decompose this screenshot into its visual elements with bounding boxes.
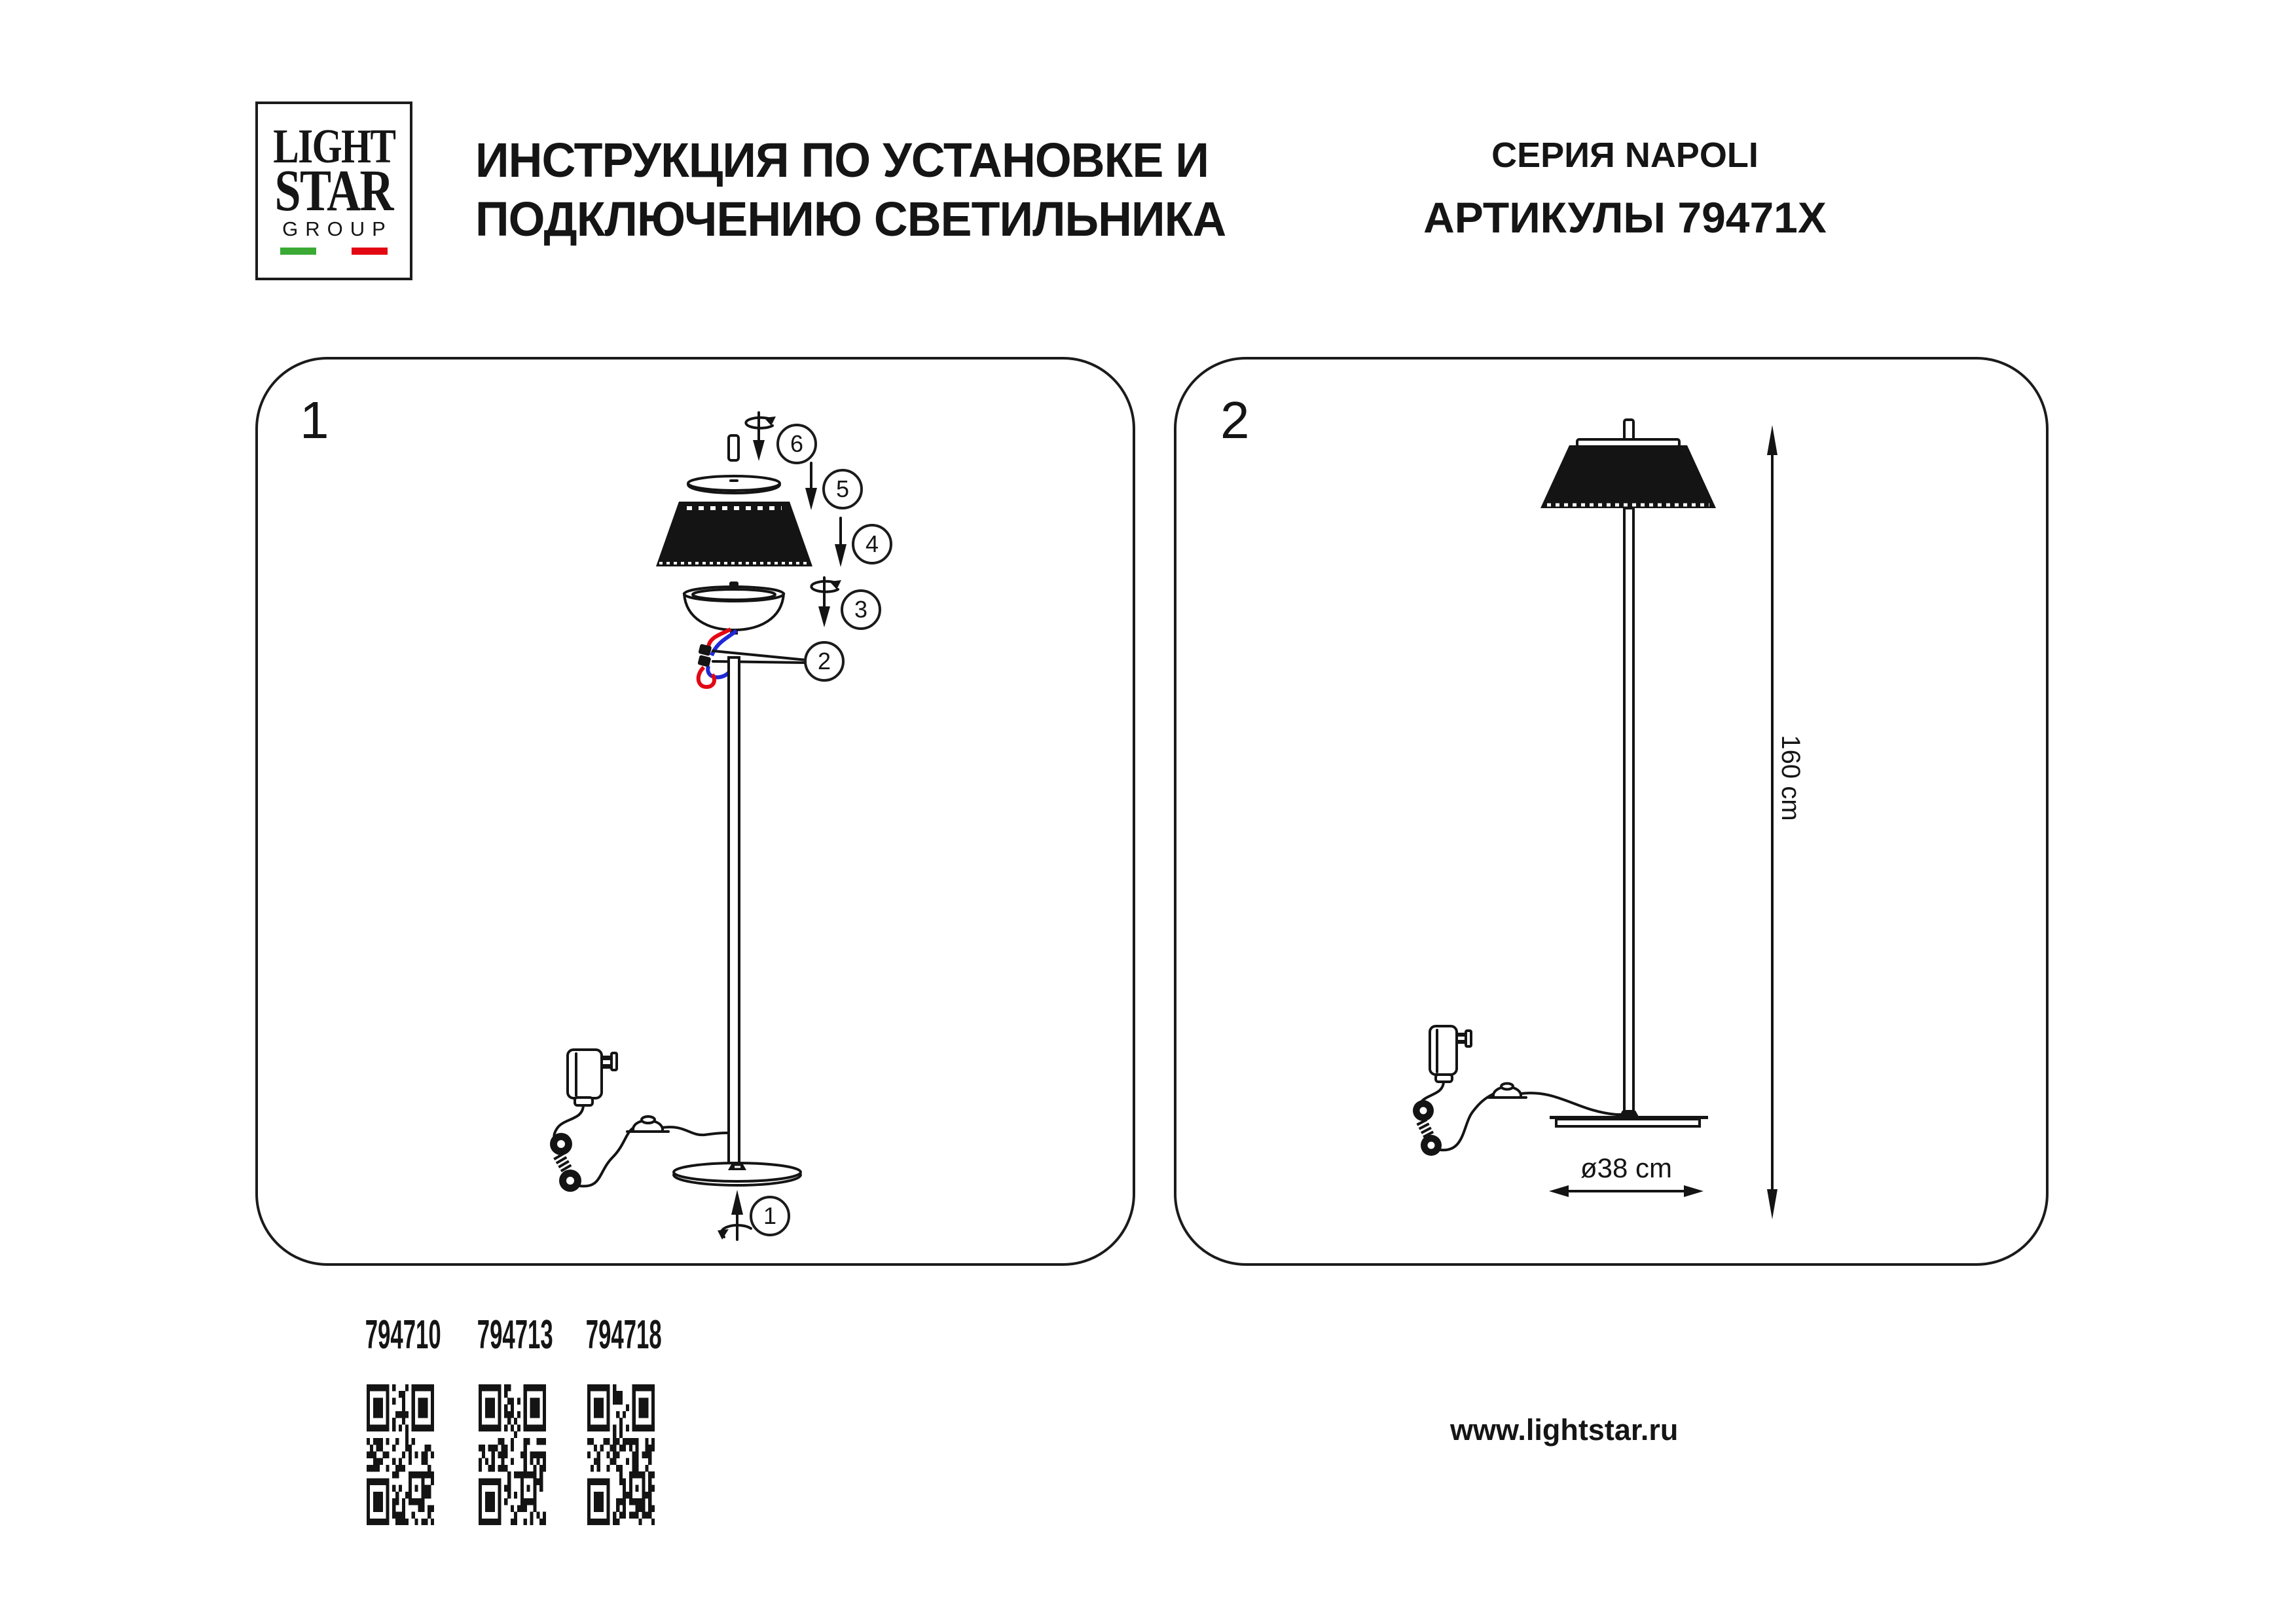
logo-star: STAR xyxy=(274,158,393,223)
article-block xyxy=(450,1312,574,1525)
power-adapter xyxy=(568,1050,617,1105)
top-cap-part xyxy=(688,476,780,493)
lamp-base-part xyxy=(1550,1111,1708,1126)
exploded-diagram xyxy=(258,360,1133,1263)
diameter-dimension-arrow xyxy=(1549,1185,1704,1197)
rotate-arrow-icon xyxy=(811,578,841,627)
step-circle-6: 6 xyxy=(776,424,817,464)
logo-box xyxy=(255,101,412,280)
rotate-up-arrow-icon xyxy=(718,1190,751,1240)
leader-line xyxy=(713,661,807,663)
panel-2-number: 2 xyxy=(1220,391,1250,449)
flag-red-stripe xyxy=(352,248,388,255)
step-circle-3: 3 xyxy=(841,589,881,630)
assembled-diagram xyxy=(1176,360,2046,1263)
cable-coil xyxy=(1413,1082,1494,1156)
article-block xyxy=(558,1312,683,1525)
qr-code xyxy=(479,1384,546,1525)
pole-part xyxy=(729,657,739,1163)
lamp-base-part xyxy=(674,1163,801,1185)
qr-code xyxy=(367,1384,434,1525)
down-arrow-icon xyxy=(805,463,817,510)
lamp-shade-part xyxy=(1540,445,1716,508)
inline-switch xyxy=(627,1116,668,1132)
series-label: СЕРИЯ NAPOLI xyxy=(1491,136,1758,175)
website-url: www.lightstar.ru xyxy=(1450,1413,1679,1447)
flag-white-stripe xyxy=(316,248,352,255)
panel-2 xyxy=(1174,357,2049,1266)
article-block xyxy=(338,1312,462,1525)
step-circle-1: 1 xyxy=(750,1196,790,1236)
finial-part xyxy=(729,435,738,460)
cable xyxy=(1521,1093,1620,1115)
page-title-line1: ИНСТРУКЦИЯ ПО УСТАНОВКЕ И xyxy=(475,133,1209,187)
page-title xyxy=(475,131,1237,249)
cable-coil xyxy=(550,1105,634,1192)
page-title-line2: ПОДКЛЮЧЕНИЮ СВЕТИЛЬНИКА xyxy=(475,192,1226,246)
inline-switch xyxy=(1488,1084,1526,1098)
flag-green-stripe xyxy=(280,248,316,255)
step-circle-4: 4 xyxy=(852,524,892,564)
logo-light: LIGHT xyxy=(272,120,395,174)
step-circle-5: 5 xyxy=(822,469,863,509)
power-adapter xyxy=(1430,1026,1471,1082)
logo-group: GROUP xyxy=(282,217,393,240)
panel-1 xyxy=(255,357,1135,1266)
panel-1-number: 1 xyxy=(300,391,329,449)
step-circle-2: 2 xyxy=(804,641,845,682)
diameter-dimension-label: ø38 cm xyxy=(1580,1153,1673,1183)
rotate-arrow-icon xyxy=(746,413,776,461)
height-dimension-label: 160 cm xyxy=(1776,735,1805,821)
cable xyxy=(663,1127,729,1135)
italian-flag xyxy=(280,248,388,255)
article-code: 794710 xyxy=(365,1312,441,1357)
qr-code xyxy=(587,1384,655,1525)
lamp-shade-part xyxy=(656,502,812,566)
pole-part xyxy=(1624,508,1633,1111)
articles-label: АРТИКУЛЫ 79471X xyxy=(1423,193,1827,242)
diffuser-bowl-part xyxy=(684,581,784,635)
article-code: 794718 xyxy=(585,1312,662,1357)
leader-line xyxy=(713,651,807,660)
down-arrow-icon xyxy=(835,518,847,567)
article-code: 794713 xyxy=(477,1312,553,1357)
